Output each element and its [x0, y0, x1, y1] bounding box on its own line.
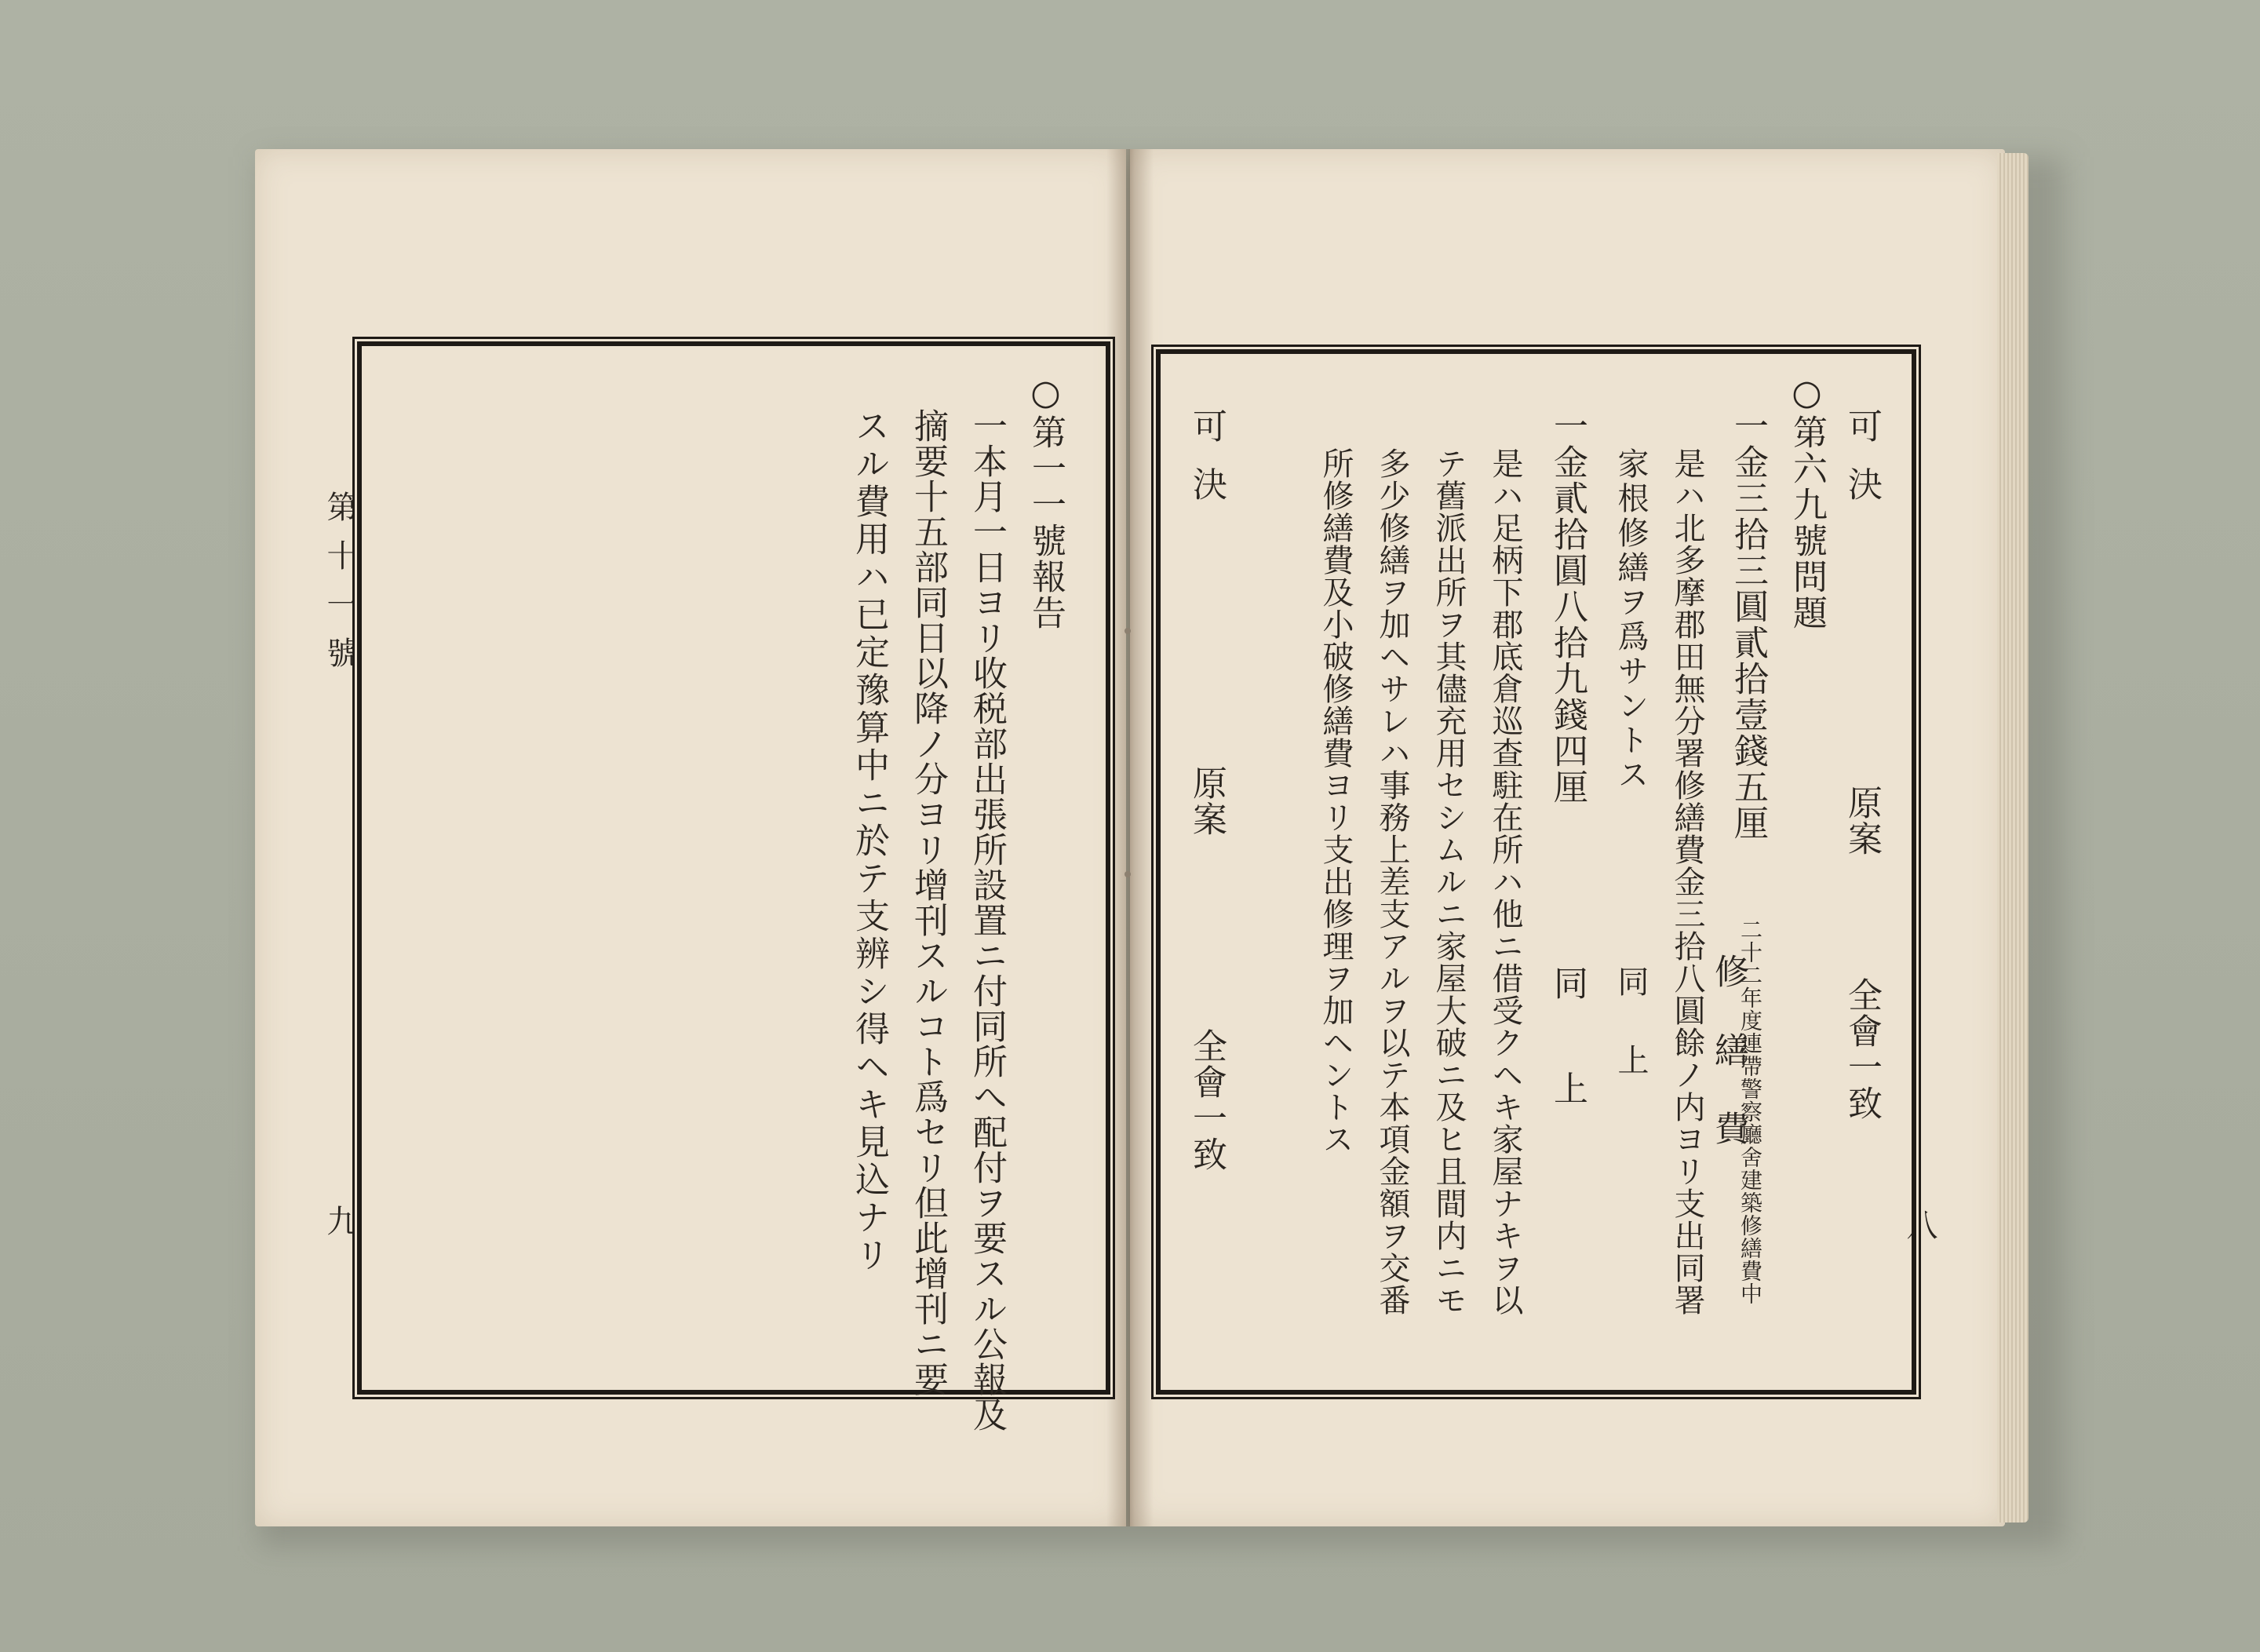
vote-original-bottom: 原案: [1186, 765, 1227, 837]
motion-heading: ○第六九號問題: [1787, 373, 1827, 631]
book-spine: [1106, 149, 1154, 1526]
right-page-number: 八: [1901, 1209, 1937, 1242]
item2-amount: 一金貳拾圓八拾九錢四厘: [1547, 408, 1587, 805]
item1-category-c: 費: [1708, 1110, 1748, 1147]
report-line-2: 摘要十五部同日以降ノ分ヨリ增刊スルコト爲セリ但此增刊ニ要: [908, 408, 948, 1397]
report-line-1: 一本月一日ヨリ收税部出張所設置ニ付同所へ配付ヲ要スル公報及: [967, 408, 1007, 1432]
report-heading: ○第一一號報告: [1026, 373, 1066, 631]
item2-description-4: 所修繕費及小破修繕費ヨリ支出修理ヲ加ヘントス: [1318, 447, 1354, 1155]
item1-category-a: 修: [1708, 954, 1748, 990]
item1-description-1: 是ハ北多摩郡田無分署修繕費金三拾八圓餘ノ内ヨリ支出同署: [1669, 447, 1705, 1316]
report-line-3: スル費用ハ已定豫算中ニ於テ支辨シ得ヘキ見込ナリ: [849, 408, 889, 1275]
item1-description-2: 家根修繕ヲ爲サントス: [1613, 447, 1649, 793]
binding-stitch-icon: [1125, 628, 1131, 634]
left-page-number: 九: [322, 1205, 358, 1238]
vote-unanimous-top: 全會一致: [1842, 977, 1882, 1121]
item2-description-3: 多少修繕ヲ加ヘサレハ事務上差支アルヲ以テ本項金額ヲ交番: [1374, 447, 1410, 1316]
vote-result-top: 可決: [1842, 408, 1882, 524]
item1-amount: 一金三拾三圓貳拾壹錢五厘: [1728, 408, 1768, 841]
item1-category-b: 繕: [1708, 1032, 1748, 1068]
item2-same: 同上: [1547, 965, 1587, 1176]
vote-unanimous-bottom: 全會一致: [1186, 1028, 1227, 1172]
binding-stitch-icon: [1125, 871, 1131, 877]
vote-result-bottom: 可決: [1186, 408, 1227, 524]
page-edges: [1997, 153, 2029, 1523]
margin-header: 第十一號: [322, 490, 358, 685]
item2-description-2: テ舊派出所ヲ其儘充用セシムルニ家屋大破ニ及ヒ且間内ニモ: [1431, 447, 1467, 1316]
item2-description-1: 是ハ足柄下郡底倉巡查駐在所ハ他ニ借受クヘキ家屋ナキヲ以: [1487, 447, 1523, 1316]
item1-budget-note: 二十二年度連帶警察廳舍建築修繕費中: [1737, 918, 1763, 1305]
item1-same: 同上: [1613, 965, 1649, 1122]
vote-original-top: 原案: [1842, 785, 1882, 857]
